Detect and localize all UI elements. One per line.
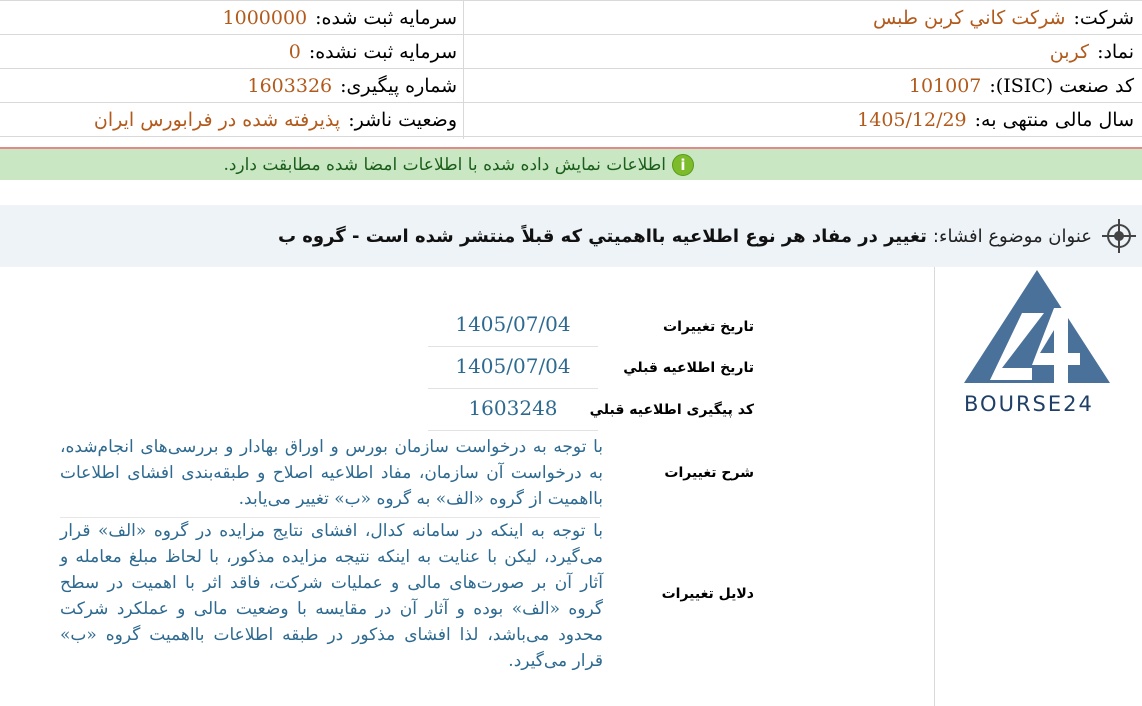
logo-divider	[934, 267, 935, 706]
row-divider	[428, 430, 598, 431]
isic-label: کد صنعت (ISIC):	[989, 74, 1134, 97]
symbol-cell	[474, 35, 1134, 68]
fiscal-year-cell	[474, 103, 1134, 136]
fiscal-year-label: سال مالی منتهی به:	[974, 108, 1134, 131]
subject-title: تغيير در مفاد هر نوع اطلاعيه بااهميتي که قبلاً منتشر شده است - گروه ب	[277, 225, 927, 247]
row-divider	[428, 388, 598, 389]
registered-capital-label: سرمايه ثبت شده:	[315, 6, 457, 29]
row-divider	[428, 346, 598, 347]
registered-capital-value: 1000000	[222, 6, 308, 29]
change-description-label: شرح تغييرات	[664, 465, 754, 481]
unregistered-capital-label: سرمايه ثبت نشده:	[308, 40, 457, 63]
change-date-label: تاريخ تغييرات	[663, 319, 754, 335]
tracking-number-label: شماره پیگیری:	[340, 74, 457, 97]
prev-notice-date-value: 1405/07/04	[455, 354, 571, 378]
info-row-company	[0, 1, 1142, 35]
change-reasons-label: دلايل تغييرات	[661, 586, 754, 602]
disclosure-subject-header	[0, 205, 1142, 267]
isic-value: 101007	[908, 74, 982, 97]
verification-text: اطلاعات نمایش داده شده با اطلاعات امضا شده مطابقت دارد.	[223, 154, 666, 175]
info-row-symbol	[0, 35, 1142, 69]
prev-notice-date-label: تاريخ اطلاعيه قبلي	[623, 360, 754, 376]
registered-capital-cell	[17, 1, 457, 34]
change-date-value: 1405/07/04	[455, 312, 571, 336]
company-label: شرکت:	[1073, 6, 1134, 29]
change-description-text: با توجه به درخواست سازمان بورس و اوراق بهادار و بررسی‌های انجام‌شده، به درخواست آن سازمان، مفاد اطلاعیه اصلاح و طبقه‌بندی افشای اطلاعات بااهمیت از گروه «الف» به گروه «ب» تغییر می‌یابد.	[60, 437, 603, 509]
tracking-number-value: 1603326	[247, 74, 333, 97]
prev-tracking-code-label: کد پيگيری اطلاعيه قبلي	[589, 402, 754, 418]
prev-tracking-code-value: 1603248	[468, 396, 558, 420]
tracking-number-cell	[17, 69, 457, 102]
subject-label: عنوان موضوع افشاء:	[932, 225, 1092, 247]
publisher-status-label: وضعیت ناشر:	[348, 108, 457, 131]
target-icon	[1102, 219, 1136, 253]
company-value: شرکت كاني کربن طبس	[872, 6, 1066, 29]
publisher-status-value: پذیرفته شده در فرابورس ایران	[93, 108, 341, 131]
info-row-isic	[0, 69, 1142, 103]
logo-text: BOURSE24	[964, 392, 1094, 416]
isic-cell	[474, 69, 1134, 102]
publisher-status-cell	[17, 103, 457, 136]
symbol-label: نماد:	[1097, 40, 1134, 63]
unregistered-capital-value: 0	[288, 40, 301, 63]
unregistered-capital-cell	[17, 35, 457, 68]
info-icon: i	[672, 154, 694, 176]
verification-banner	[0, 147, 1142, 180]
symbol-value: کربن	[1049, 40, 1090, 63]
fiscal-year-value: 1405/12/29	[857, 108, 967, 131]
change-reasons-text: با توجه به اینکه در سامانه کدال، افشای نتایج مزایده در گروه «الف» قرار می‌گیرد، لیکن با عنایت به اینکه نتیجه مزایده مذکور، با لحاظ مبلغ معامله و آثار آن بر صورت‌های مالی و عملیات شرکت، فاقد اثر با اهمیت در سطح گروه «الف» بوده و آثار آن در مقایسه با وضعیت مالی و عملکرد شرکت محدود می‌باشد، لذا افشای مذکور در طبقه اطلاعات بااهمیت گروه «ب» قرار می‌گیرد.	[60, 521, 603, 671]
info-row-fiscal-year	[0, 103, 1142, 137]
company-info-grid	[0, 0, 1142, 138]
company-cell	[474, 1, 1134, 34]
